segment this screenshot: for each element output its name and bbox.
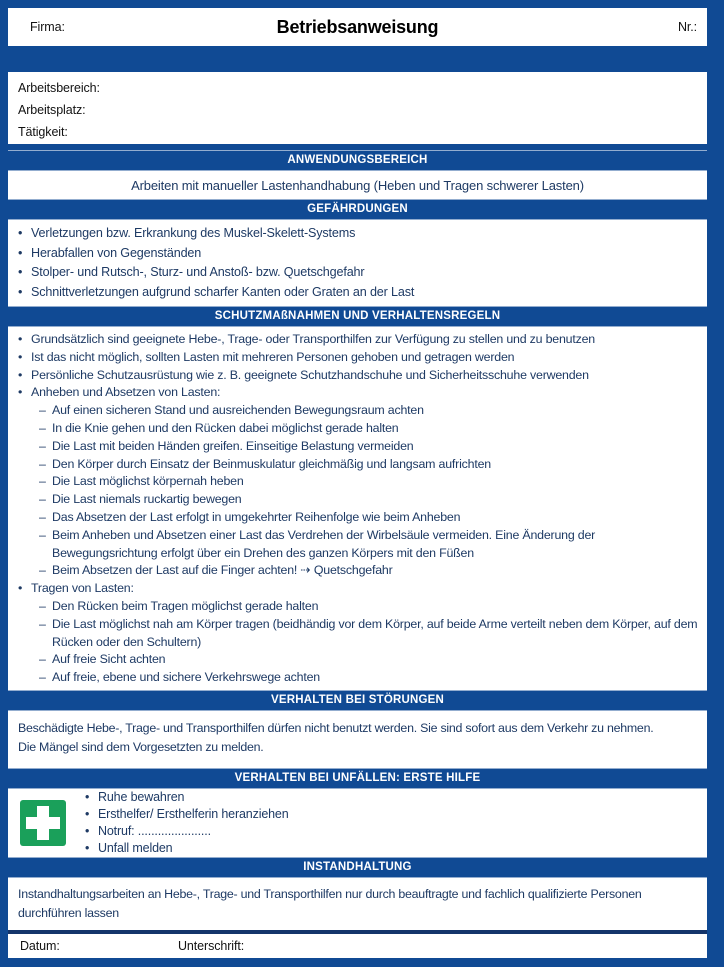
bullet-icon: • — [18, 367, 23, 382]
bullet-icon: • — [18, 245, 23, 260]
paragraph-line: Beschädigte Hebe-, Trage- und Transporthilfen dürfen nicht benutzt werden. Sie sind sofort aus dem Verkehr zu nehmen. — [18, 721, 654, 735]
signature-row — [8, 934, 707, 958]
bullet-icon: – — [39, 598, 46, 613]
list-item: • Stolper- und Rutsch-, Sturz- und Anstoß- bzw. Quetschgefahr — [8, 263, 699, 283]
list-item: – Auf einen sicheren Stand und ausreichenden Bewegungsraum achten — [8, 402, 699, 420]
datum-label: Datum: — [20, 939, 60, 953]
section-bar-gefaehrdungen: GEFÄHRDUNGEN — [8, 199, 707, 220]
first-aid-cross-icon — [20, 800, 66, 846]
document-header — [8, 8, 707, 46]
list-item: – Auf freie Sicht achten — [8, 651, 699, 669]
list-item: – In die Knie gehen und den Rücken dabei möglichst gerade halten — [8, 420, 699, 438]
list-item: • Grundsätzlich sind geeignete Hebe-, Trage- oder Transporthilfen zur Verfügung zu stellen und zu benutzen — [8, 331, 699, 349]
paragraph-line: Die Mängel sind dem Vorgesetzten zu melden. — [18, 740, 264, 754]
list-item: • Verletzungen bzw. Erkrankung des Muskel-Skelett-Systems — [8, 224, 699, 244]
list-item: • Persönliche Schutzausrüstung wie z. B. geeignete Schutzhandschuhe und Sicherheitsschuhe verwenden — [8, 367, 699, 385]
list-item: – Den Körper durch Einsatz der Beinmuskulatur gleichmäßig und langsam aufrichten — [8, 456, 699, 474]
list-item: – Die Last niemals ruckartig bewegen — [8, 491, 699, 509]
document-content — [8, 8, 707, 958]
page-title: Betriebsanweisung — [276, 16, 439, 37]
list-item: – Das Absetzen der Last erfolgt in umgekehrter Reihenfolge wie beim Anheben — [8, 509, 699, 527]
section-bar-unfaelle: VERHALTEN BEI UNFÄLLEN: ERSTE HILFE — [8, 768, 707, 789]
list-item: – Den Rücken beim Tragen möglichst gerade halten — [8, 598, 699, 616]
erste-hilfe-box — [8, 789, 707, 857]
bullet-icon: • — [18, 349, 23, 364]
firma-label: Firma: — [30, 20, 65, 34]
list-item: – Beim Anheben und Absetzen einer Last das Verdrehen der Wirbelsäule vermeiden. Eine Änderung der Bewegungsrichtung erfolgt über ein Drehen des ganzen Körpers mit den Füßen — [39, 527, 596, 560]
bullet-icon: • — [18, 581, 23, 596]
unterschrift-label: Unterschrift: — [178, 939, 245, 953]
bullet-icon: • — [85, 807, 90, 821]
bullet-icon: • — [18, 265, 23, 279]
bullet-icon: – — [39, 563, 46, 578]
list-item: • Unfall melden — [85, 841, 173, 855]
section-bar-stoerungen: VERHALTEN BEI STÖRUNGEN — [8, 690, 707, 711]
list-item: – Auf freie, ebene und sichere Verkehrswege achten — [8, 669, 699, 687]
bullet-icon: – — [39, 438, 46, 453]
list-item: • Ruhe bewahren — [85, 790, 185, 804]
bullet-icon: – — [39, 403, 46, 418]
list-item: – Die Last mit beiden Händen greifen. Einseitige Belastung vermeiden — [8, 438, 699, 456]
erste-hilfe-list — [75, 789, 289, 857]
meta-fields-box — [8, 72, 707, 144]
bullet-icon: • — [18, 226, 23, 240]
gefaehrdungen-list — [8, 220, 707, 306]
bullet-icon: – — [39, 527, 46, 542]
bullet-icon: • — [18, 284, 23, 299]
meta-field-label: Arbeitsplatz: — [18, 103, 86, 117]
bullet-icon: • — [18, 385, 23, 400]
paragraph-line: durchführen lassen — [18, 906, 119, 920]
meta-field-label: Tätigkeit: — [18, 125, 68, 139]
list-item: – Die Last möglichst körpernah heben — [8, 473, 699, 491]
bullet-icon: – — [39, 670, 46, 685]
bullet-icon: – — [39, 616, 46, 631]
bullet-icon: – — [39, 509, 46, 524]
section-bar-instandhaltung: INSTANDHALTUNG — [8, 857, 707, 878]
bullet-icon: • — [85, 790, 90, 804]
section-bar-schutzmassnahmen: SCHUTZMAßNAHMEN UND VERHALTENSREGELN — [8, 306, 707, 327]
bullet-icon: • — [18, 332, 23, 346]
bullet-icon: – — [39, 456, 46, 471]
schutzmassnahmen-list — [8, 327, 707, 690]
paragraph-line: Instandhaltungsarbeiten an Hebe-, Trage- und Transporthilfen nur durch beauftragte und fachlich qualifizierte Personen — [18, 887, 642, 901]
list-item: • Schnittverletzungen aufgrund scharfer Kanten oder Graten an der Last — [8, 283, 699, 303]
meta-field-label: Arbeitsbereich: — [18, 81, 100, 95]
stoerungen-text — [8, 711, 707, 768]
list-item: • Tragen von Lasten: — [8, 580, 699, 598]
list-item: – Beim Absetzen der Last auf die Finger achten! ⇢ Quetschgefahr — [8, 562, 699, 580]
instandhaltung-text — [8, 878, 707, 930]
bullet-icon: – — [39, 492, 46, 507]
bullet-icon: – — [39, 474, 46, 489]
nr-label: Nr.: — [677, 20, 697, 34]
list-item: • Notruf: ...................... — [85, 824, 211, 838]
list-item: • Ersthelfer/ Ersthelferin heranziehen — [85, 807, 289, 821]
header-divider-band — [8, 46, 707, 72]
bullet-icon: – — [39, 652, 46, 667]
bullet-icon: • — [85, 824, 90, 838]
bullet-icon: • — [85, 841, 90, 855]
anwendungsbereich-text: Arbeiten mit manueller Lastenhandhabung (Heben und Tragen schwerer Lasten) — [8, 171, 707, 199]
section-bar-anwendungsbereich: ANWENDUNGSBEREICH — [8, 150, 707, 171]
list-item: • Anheben und Absetzen von Lasten: — [8, 384, 699, 402]
list-item: – Die Last möglichst nah am Körper tragen (beidhändig vor dem Körper, auf beide Arme verteilt neben dem Körper, auf dem Rücken oder den Schultern) — [39, 616, 698, 649]
list-item: • Ist das nicht möglich, sollten Lasten mit mehreren Personen gehoben und getragen werden — [8, 349, 699, 367]
bullet-icon: – — [39, 420, 46, 435]
list-item: • Herabfallen von Gegenständen — [8, 244, 699, 264]
